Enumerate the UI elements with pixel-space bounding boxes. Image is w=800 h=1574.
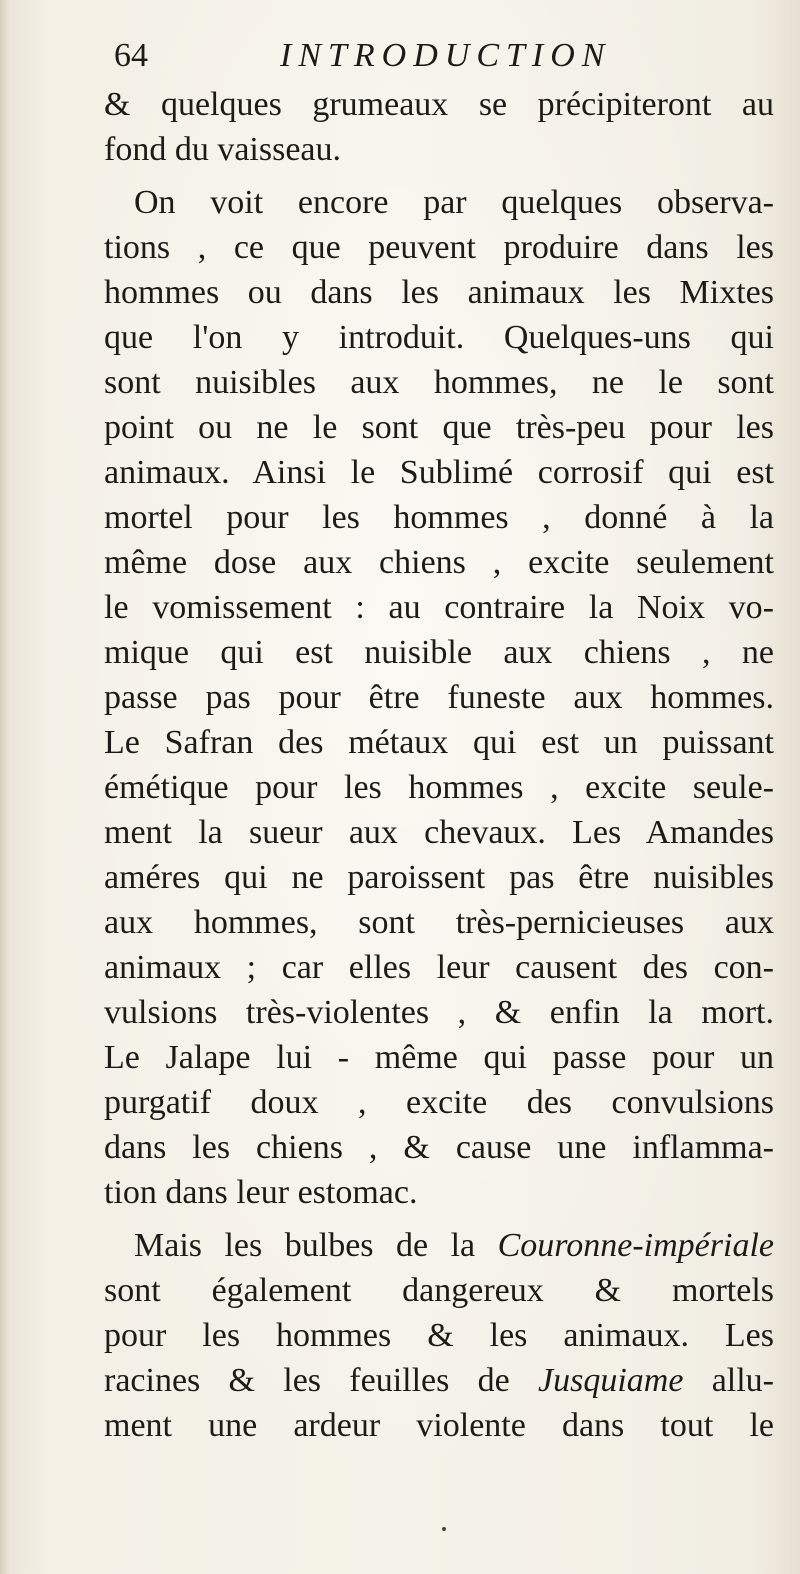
text-line: purgatif doux , excite des convulsions xyxy=(104,1084,774,1121)
italic-term: Couronne-impériale xyxy=(497,1227,774,1264)
text-line: que l'on y introduit. Quelques-uns qui xyxy=(104,319,774,356)
text-line: point ou ne le sont que très-peu pour les xyxy=(104,409,774,446)
page-text xyxy=(104,30,774,1448)
text-line: mortel pour les hommes , donné à la xyxy=(104,499,774,536)
text-line: aux hommes, sont très-pernicieuses aux xyxy=(104,904,774,941)
text-line xyxy=(104,1223,774,1268)
italic-term: Jusquiame xyxy=(538,1362,684,1399)
page-edge-shadow xyxy=(0,0,10,1574)
text-line: dans les chiens , & cause une inflamma- xyxy=(104,1129,774,1166)
text-run: allu- xyxy=(683,1362,774,1399)
text-line: tions , ce que peuvent produire dans les xyxy=(104,229,774,266)
paragraph-1 xyxy=(104,82,774,172)
text-line: Le Jalape lui - même qui passe pour un xyxy=(104,1039,774,1076)
text-line: animaux ; car elles leur causent des con- xyxy=(104,949,774,986)
text-line: ment une ardeur violente dans tout le xyxy=(104,1407,774,1444)
text-line xyxy=(104,1358,774,1403)
text-line: émétique pour les hommes , excite seule- xyxy=(104,769,774,806)
text-line: ment la sueur aux chevaux. Les Amandes xyxy=(104,814,774,851)
text-line: passe pas pour être funeste aux hommes. xyxy=(104,679,774,716)
text-line: le vomissement : au contraire la Noix vo- xyxy=(104,589,774,626)
text-line: améres qui ne paroissent pas être nuisibles xyxy=(104,859,774,896)
text-line: vulsions très-violentes , & enfin la mort. xyxy=(104,994,774,1031)
text-line: fond du vaisseau. xyxy=(104,131,342,168)
paper-speck xyxy=(442,1527,446,1531)
text-line: mique qui est nuisible aux chiens , ne xyxy=(104,634,774,671)
text-line: sont également dangereux & mortels xyxy=(104,1272,774,1309)
text-line: animaux. Ainsi le Sublimé corrosif qui est xyxy=(104,454,774,491)
text-line: On voit encore par quelques observa- xyxy=(134,184,774,221)
text-line: pour les hommes & les animaux. Les xyxy=(104,1317,774,1354)
text-run: racines & les feuilles de xyxy=(104,1362,538,1399)
text-line: même dose aux chiens , excite seulement xyxy=(104,544,774,581)
text-line: hommes ou dans les animaux les Mixtes xyxy=(104,274,774,311)
text-line: & quelques grumeaux se précipiteront au xyxy=(104,86,774,123)
text-line: tion dans leur estomac. xyxy=(104,1174,418,1211)
paragraph-3 xyxy=(104,1223,774,1448)
page-header xyxy=(104,30,774,82)
running-title: INTRODUCTION xyxy=(280,37,612,74)
paragraph-2 xyxy=(104,180,774,1215)
text-run: Mais les bulbes de la xyxy=(134,1227,498,1264)
text-line: Le Safran des métaux qui est un puissant xyxy=(104,724,774,761)
text-line: sont nuisibles aux hommes, ne le sont xyxy=(104,364,774,401)
page-number: 64 xyxy=(114,37,148,74)
